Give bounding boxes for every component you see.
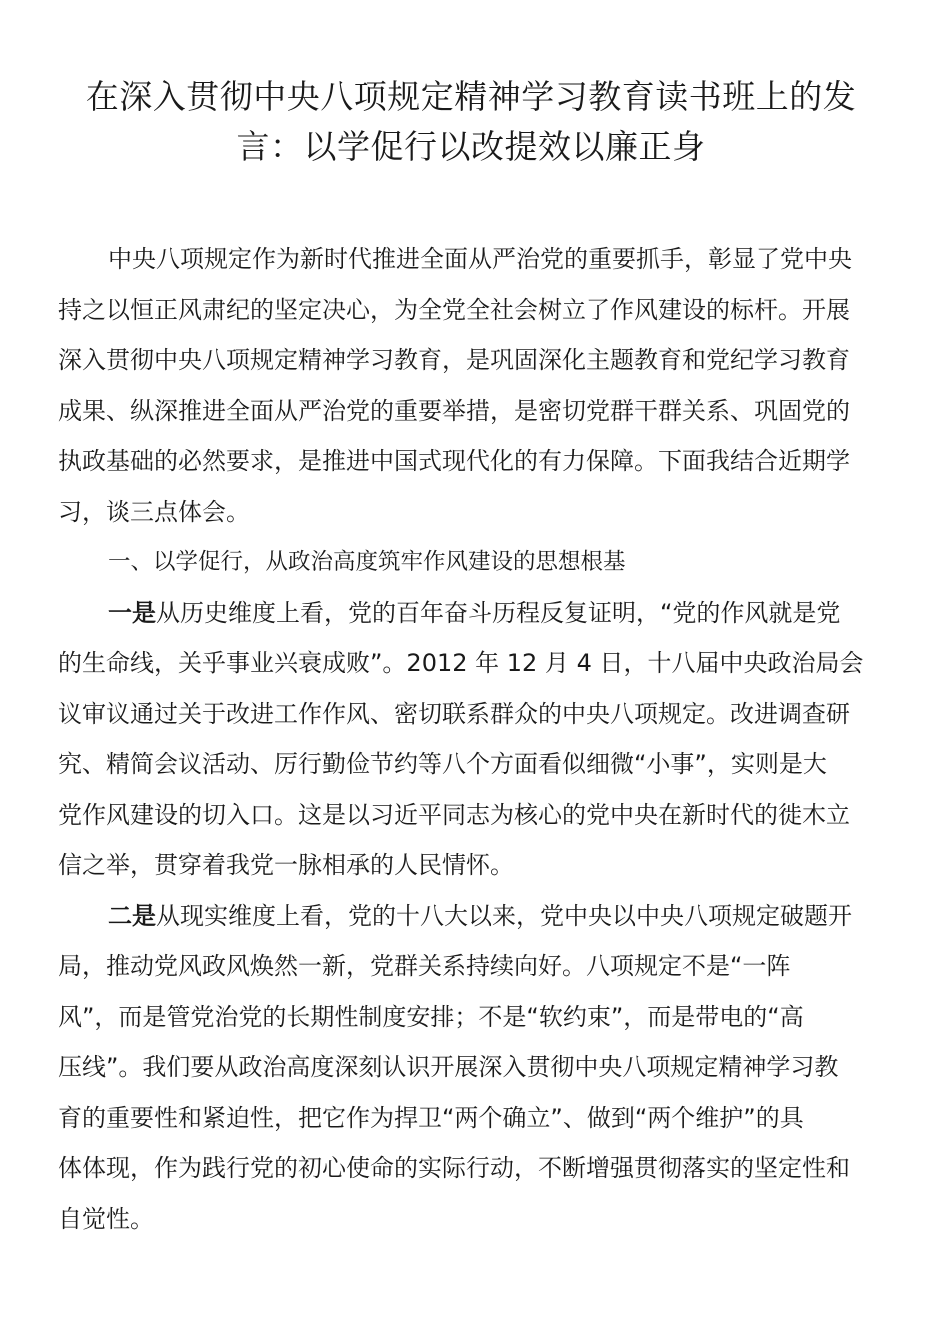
- document-title: [58, 72, 884, 172]
- text-line: 压线”。我们要从政治高度深刻认识开展深入贯彻中央八项规定精神学习教: [58, 1053, 839, 1081]
- text-line: [58, 588, 884, 639]
- document-body: [58, 234, 884, 1244]
- title-line: 言：以学促行以改提效以廉正身: [236, 127, 706, 166]
- text-line: 自觉性。: [58, 1204, 154, 1233]
- text-line: 深入贯彻中央八项规定精神学习教育，是巩固深化主题教育和党纪学习教育: [58, 346, 850, 374]
- point-text: 从现实维度上看，党的十八大以来，党中央以中央八项规定破题开: [156, 901, 852, 930]
- text-line: 局，推动党风政风焕然一新，党群关系持续向好。八项规定不是“一阵: [58, 952, 791, 980]
- title-line: 在深入贯彻中央八项规定精神学习教育读书班上的发: [85, 77, 857, 116]
- intro-paragraph: [58, 234, 884, 537]
- text-line: [58, 891, 884, 942]
- text-line: 育的重要性和紧迫性，把它作为捍卫“两个确立”、做到“两个维护”的具: [58, 1103, 804, 1132]
- text-line: 风”，而是管党治党的长期性制度安排；不是“软约束”，而是带电的“高: [58, 1002, 804, 1031]
- text-line: 究、精简会议活动、厉行勤俭节约等八个方面看似细微“小事”，实则是大: [58, 750, 827, 778]
- point-lead: 一是: [108, 598, 156, 627]
- point-text: 从历史维度上看，党的百年奋斗历程反复证明，“党的作风就是党: [156, 598, 841, 627]
- text-line: 议审议通过关于改进工作作风、密切联系群众的中央八项规定。改进调查研: [58, 699, 850, 728]
- text-line: 信之举，贯穿着我党一脉相承的人民情怀。: [58, 851, 514, 879]
- point-two-paragraph: [58, 891, 884, 1245]
- text-line: 持之以恒正风肃纪的坚定决心，为全党全社会树立了作风建设的标杆。开展: [58, 295, 850, 324]
- text-line: 的生命线，关乎事业兴衰成败”。2012 年 12 月 4 日，十八届中央政治局会: [58, 649, 864, 677]
- text-line: 体体现，作为践行党的初心使命的实际行动，不断增强贯彻落实的坚定性和: [58, 1154, 850, 1182]
- point-one-paragraph: [58, 588, 884, 891]
- text-line: 习，谈三点体会。: [58, 497, 250, 526]
- text-line: 执政基础的必然要求，是推进中国式现代化的有力保障。下面我结合近期学: [58, 447, 850, 475]
- text-line: 成果、纵深推进全面从严治党的重要举措，是密切党群干群关系、巩固党的: [58, 396, 850, 425]
- text-line: 党作风建设的切入口。这是以习近平同志为核心的党中央在新时代的徙木立: [58, 800, 850, 829]
- point-lead: 二是: [108, 901, 156, 930]
- section-heading: 一、以学促行，从政治高度筑牢作风建设的思想根基: [108, 549, 626, 575]
- text-line: 中央八项规定作为新时代推进全面从严治党的重要抓手，彰显了党中央: [108, 245, 852, 273]
